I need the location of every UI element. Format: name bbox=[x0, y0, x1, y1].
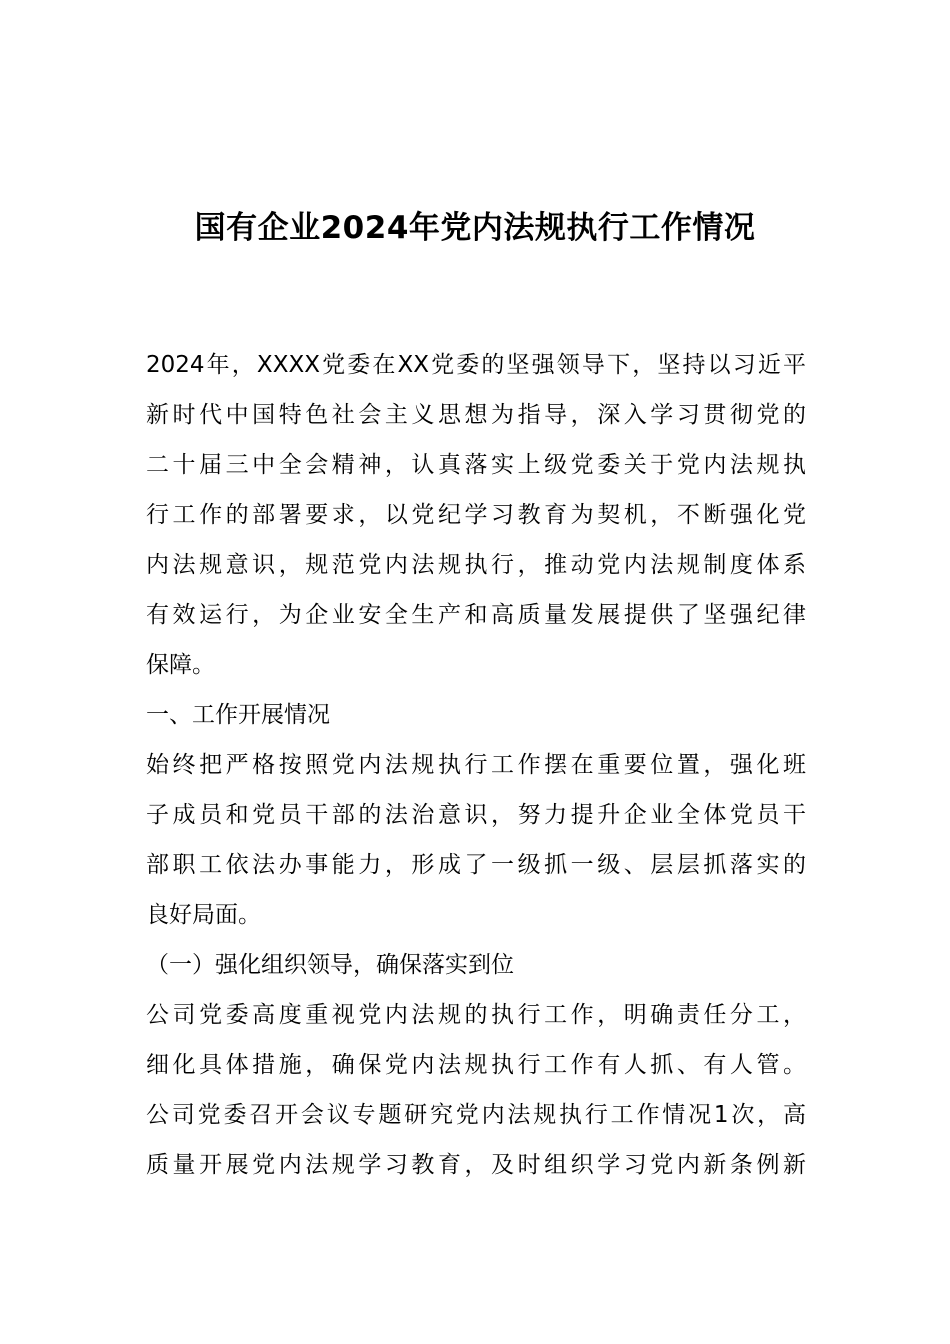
subsection-heading: （一）强化组织领导，确保落实到位 bbox=[146, 952, 514, 978]
body-line: 良好局面。 bbox=[146, 902, 261, 928]
body-line: 新时代中国特色社会主义思想为指导，深入学习贯彻党的 bbox=[146, 402, 806, 428]
body-line: 质量开展党内法规学习教育，及时组织学习党内新条例新 bbox=[146, 1152, 806, 1178]
body-line: 公司党委召开会议专题研究党内法规执行工作情况1次，高 bbox=[146, 1102, 806, 1128]
document-title: 国有企业2024年党内法规执行工作情况 bbox=[194, 210, 756, 246]
body-line: 始终把严格按照党内法规执行工作摆在重要位置，强化班 bbox=[146, 752, 806, 778]
body-line: 有效运行，为企业安全生产和高质量发展提供了坚强纪律 bbox=[146, 602, 806, 628]
body-line: 细化具体措施，确保党内法规执行工作有人抓、有人管。 bbox=[146, 1052, 806, 1078]
body-line: 保障。 bbox=[146, 652, 215, 678]
body-line: 内法规意识，规范党内法规执行，推动党内法规制度体系 bbox=[146, 552, 806, 578]
body-line: 二十届三中全会精神，认真落实上级党委关于党内法规执 bbox=[146, 452, 806, 478]
body-line: 子成员和党员干部的法治意识，努力提升企业全体党员干 bbox=[146, 802, 806, 828]
section-heading: 一、工作开展情况 bbox=[146, 702, 330, 728]
body-line: 2024年，XXXX党委在XX党委的坚强领导下，坚持以习近平 bbox=[146, 352, 806, 378]
body-line: 行工作的部署要求，以党纪学习教育为契机，不断强化党 bbox=[146, 502, 806, 528]
body-line: 公司党委高度重视党内法规的执行工作，明确责任分工， bbox=[146, 1002, 806, 1028]
document-body bbox=[146, 340, 806, 1190]
body-line: 部职工依法办事能力，形成了一级抓一级、层层抓落实的 bbox=[146, 852, 806, 878]
